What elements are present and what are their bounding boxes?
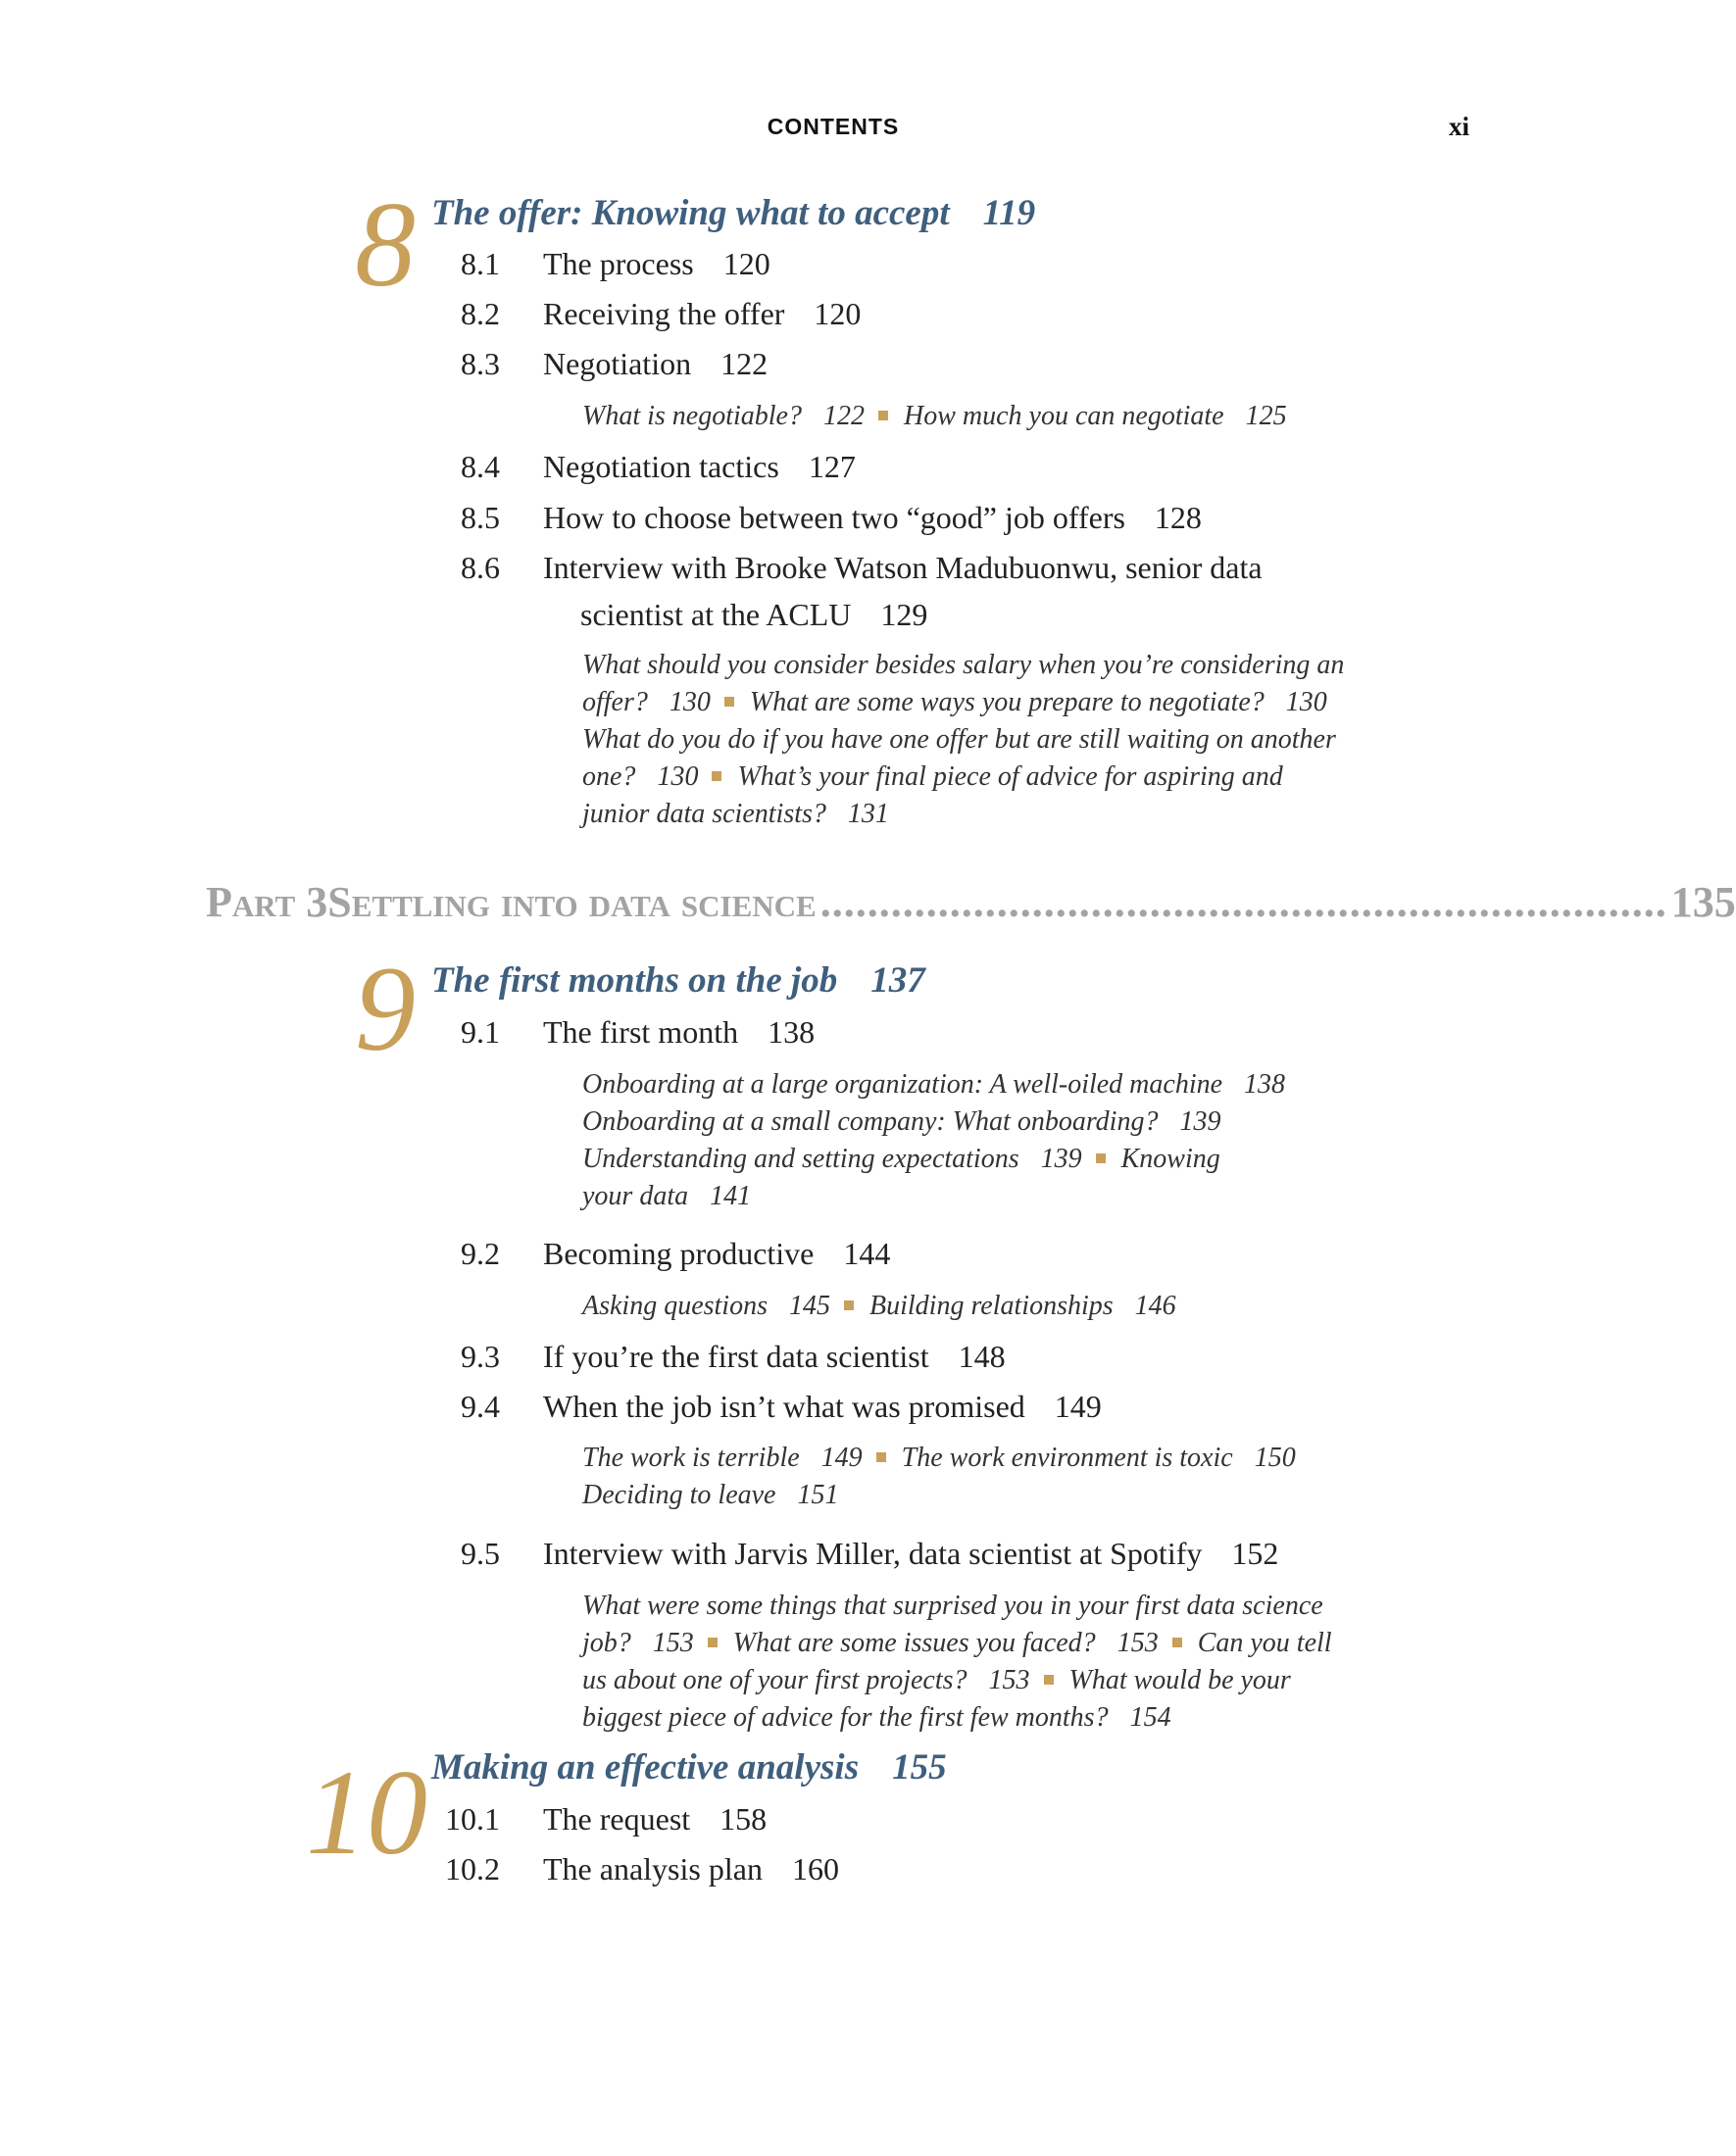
subsection-page: 153 [652, 1628, 694, 1658]
subsection-title[interactable]: What are some ways you prepare to negotiate? [749, 687, 1265, 717]
subsection-line: your data 141 [582, 1181, 752, 1211]
bullet-separator [1044, 1675, 1054, 1685]
subsection-title[interactable]: Building relationships [869, 1291, 1114, 1321]
toc-subsections-9-2 [582, 1288, 1425, 1325]
toc-subsections-9-1 [582, 1066, 1425, 1215]
subsection-line: junior data scientists? 131 [582, 799, 889, 829]
toc-section-8-6[interactable] [461, 550, 1263, 586]
subsection-title[interactable]: What is negotiable? [582, 401, 802, 431]
chapter-title-9[interactable] [431, 959, 925, 1002]
subsection-line: us about one of your first projects? 153 What would be your [582, 1665, 1291, 1695]
subsection-page: 122 [822, 401, 865, 431]
section-number: 9.3 [461, 1339, 500, 1374]
section-page: 158 [719, 1801, 768, 1837]
subsection-page: 154 [1129, 1702, 1171, 1733]
part-3-heading[interactable] [206, 877, 1736, 932]
subsection-line: What should you consider besides salary when you’re considering an [582, 650, 1345, 680]
subsection-line [582, 1477, 1425, 1514]
section-number: 8.5 [461, 500, 500, 535]
page-number: xi [1449, 112, 1470, 141]
section-number: 8.6 [461, 550, 500, 585]
section-number: 8.3 [461, 346, 500, 381]
section-number: 10.1 [445, 1801, 500, 1837]
section-page: 120 [722, 246, 770, 281]
subsection-line: biggest piece of advice for the first few months? 154 [582, 1702, 1171, 1733]
subsection-title[interactable]: Onboarding at a small company: What onboarding? [582, 1106, 1159, 1137]
bullet-separator [712, 771, 721, 781]
subsection-page: 145 [789, 1291, 830, 1321]
section-number: 8.1 [461, 246, 500, 281]
bullet-separator [878, 411, 888, 420]
subsection-line [582, 1440, 1425, 1477]
subsection-line: job? 153 What are some issues you faced? 153 Can you tell [582, 1628, 1332, 1658]
chapter-number-10: 10 [306, 1745, 427, 1880]
toc-section-10-1[interactable] [445, 1801, 767, 1838]
subsection-line: What do you do if you have one offer but are still waiting on another [582, 724, 1336, 755]
part-label [206, 877, 327, 927]
bullet-separator [724, 697, 734, 707]
toc-subsections-9-5 [582, 1588, 1425, 1737]
bullet-separator [876, 1452, 886, 1462]
section-title: The process [543, 246, 694, 281]
subsection-page: 130 [669, 687, 711, 717]
chapter-number-9: 9 [355, 942, 416, 1076]
toc-section-8-3[interactable] [461, 346, 768, 382]
chapter-page: 137 [870, 960, 925, 1001]
section-title: Negotiation [543, 346, 692, 381]
section-page: 144 [843, 1236, 891, 1271]
toc-section-10-2[interactable] [445, 1851, 839, 1887]
toc-section-8-6-continued[interactable] [580, 597, 927, 633]
subsection-page: 139 [1179, 1106, 1221, 1137]
section-title: The first month [543, 1014, 739, 1050]
toc-section-8-4[interactable] [461, 449, 856, 485]
section-page: 138 [768, 1014, 816, 1050]
toc-section-9-2[interactable] [461, 1236, 890, 1272]
subsection-title[interactable]: What are some issues you faced? [732, 1628, 1096, 1658]
subsection-page: 149 [820, 1443, 863, 1473]
toc-subsections-8-6 [582, 647, 1425, 833]
section-page: 127 [808, 449, 856, 484]
part-page: 135 [1670, 878, 1736, 926]
section-page: 129 [880, 597, 928, 632]
section-title: The request [543, 1801, 691, 1837]
subsection-page: 151 [797, 1480, 839, 1510]
subsection-page: 138 [1244, 1069, 1286, 1100]
toc-section-8-1[interactable] [461, 246, 770, 282]
part-title: Settling into data science [327, 878, 817, 926]
subsection-title[interactable]: Asking questions [582, 1291, 768, 1321]
subsection-page: 153 [1116, 1628, 1159, 1658]
toc-section-8-5[interactable] [461, 500, 1202, 536]
section-title: How to choose between two “good” job offers [543, 500, 1125, 535]
section-title: Interview with Brooke Watson Madubuonwu, senior data [543, 550, 1263, 585]
bullet-separator [1172, 1638, 1182, 1647]
section-title: Negotiation tactics [543, 449, 779, 484]
subsection-title[interactable]: How much you can negotiate [903, 401, 1224, 431]
chapter-page: 155 [892, 1747, 947, 1788]
subsection-line: What were some things that surprised you in your first data science [582, 1591, 1323, 1621]
leader-dots: ........................................................................ [819, 878, 1667, 926]
subsection-line: offer? 130 What are some ways you prepare to negotiate? 130 [582, 687, 1327, 717]
toc-section-9-3[interactable] [461, 1339, 1006, 1375]
subsection-page: 130 [657, 761, 699, 792]
section-number: 9.1 [461, 1014, 500, 1050]
subsection-page: 131 [847, 799, 889, 829]
subsection-title[interactable]: Onboarding at a large organization: A well-oiled machine [582, 1069, 1223, 1100]
chapter-page: 119 [982, 193, 1036, 233]
bullet-separator [1096, 1153, 1106, 1163]
section-title: Receiving the offer [543, 296, 785, 331]
toc-subsections-8-3 [582, 398, 1425, 435]
subsection-page: 146 [1134, 1291, 1176, 1321]
section-page: 128 [1154, 500, 1202, 535]
subsection-line [582, 1103, 1425, 1141]
section-title: The analysis plan [543, 1851, 763, 1886]
section-number: 8.4 [461, 449, 500, 484]
section-page: 149 [1054, 1389, 1102, 1424]
section-title: When the job isn’t what was promised [543, 1389, 1025, 1424]
toc-section-9-1[interactable] [461, 1014, 815, 1051]
toc-section-8-2[interactable] [461, 296, 861, 332]
subsection-title[interactable]: Deciding to leave [582, 1480, 776, 1510]
section-page: 122 [720, 346, 769, 381]
section-number: 9.5 [461, 1536, 500, 1571]
subsection-page: 125 [1245, 401, 1287, 431]
section-page: 152 [1231, 1536, 1279, 1571]
toc-section-9-5[interactable] [461, 1536, 1278, 1572]
subsection-line: one? 130 What’s your final piece of advice for aspiring and [582, 761, 1283, 792]
subsection-title[interactable]: The work environment is toxic [901, 1443, 1233, 1473]
section-number: 9.4 [461, 1389, 500, 1424]
chapter-title-8[interactable] [431, 192, 1035, 234]
chapter-number-8: 8 [355, 177, 416, 312]
subsection-title[interactable]: Understanding and setting expectations [582, 1144, 1019, 1174]
section-title: Interview with Jarvis Miller, data scientist at Spotify [543, 1536, 1203, 1571]
subsection-page: 139 [1040, 1144, 1082, 1174]
part-label-text: Part 3 [206, 878, 328, 926]
section-title: scientist at the ACLU [580, 597, 852, 632]
bullet-separator [708, 1638, 718, 1647]
chapter-title-text: The offer: Knowing what to accept [431, 193, 950, 233]
section-number: 9.2 [461, 1236, 500, 1271]
subsection-title[interactable]: The work is terrible [582, 1443, 800, 1473]
subsection-line: Understanding and setting expectations 139 Knowing [582, 1144, 1220, 1174]
chapter-title-10[interactable] [431, 1746, 947, 1788]
section-page: 160 [791, 1851, 839, 1886]
subsection-page: 150 [1254, 1443, 1296, 1473]
chapter-title-text: Making an effective analysis [431, 1747, 860, 1788]
toc-section-9-4[interactable] [461, 1389, 1102, 1425]
subsection-page: 141 [710, 1181, 752, 1211]
subsection-page: 130 [1285, 687, 1327, 717]
running-header: CONTENTS [767, 114, 900, 139]
section-page: 148 [958, 1339, 1006, 1374]
section-title: Becoming productive [543, 1236, 815, 1271]
section-number: 10.2 [445, 1851, 500, 1886]
chapter-title-text: The first months on the job [431, 960, 838, 1001]
section-title: If you’re the first data scientist [543, 1339, 929, 1374]
toc-subsections-9-4 [582, 1440, 1425, 1514]
section-number: 8.2 [461, 296, 500, 331]
subsection-line [582, 1066, 1425, 1103]
subsection-page: 153 [988, 1665, 1030, 1695]
bullet-separator [844, 1300, 854, 1310]
section-page: 120 [814, 296, 862, 331]
